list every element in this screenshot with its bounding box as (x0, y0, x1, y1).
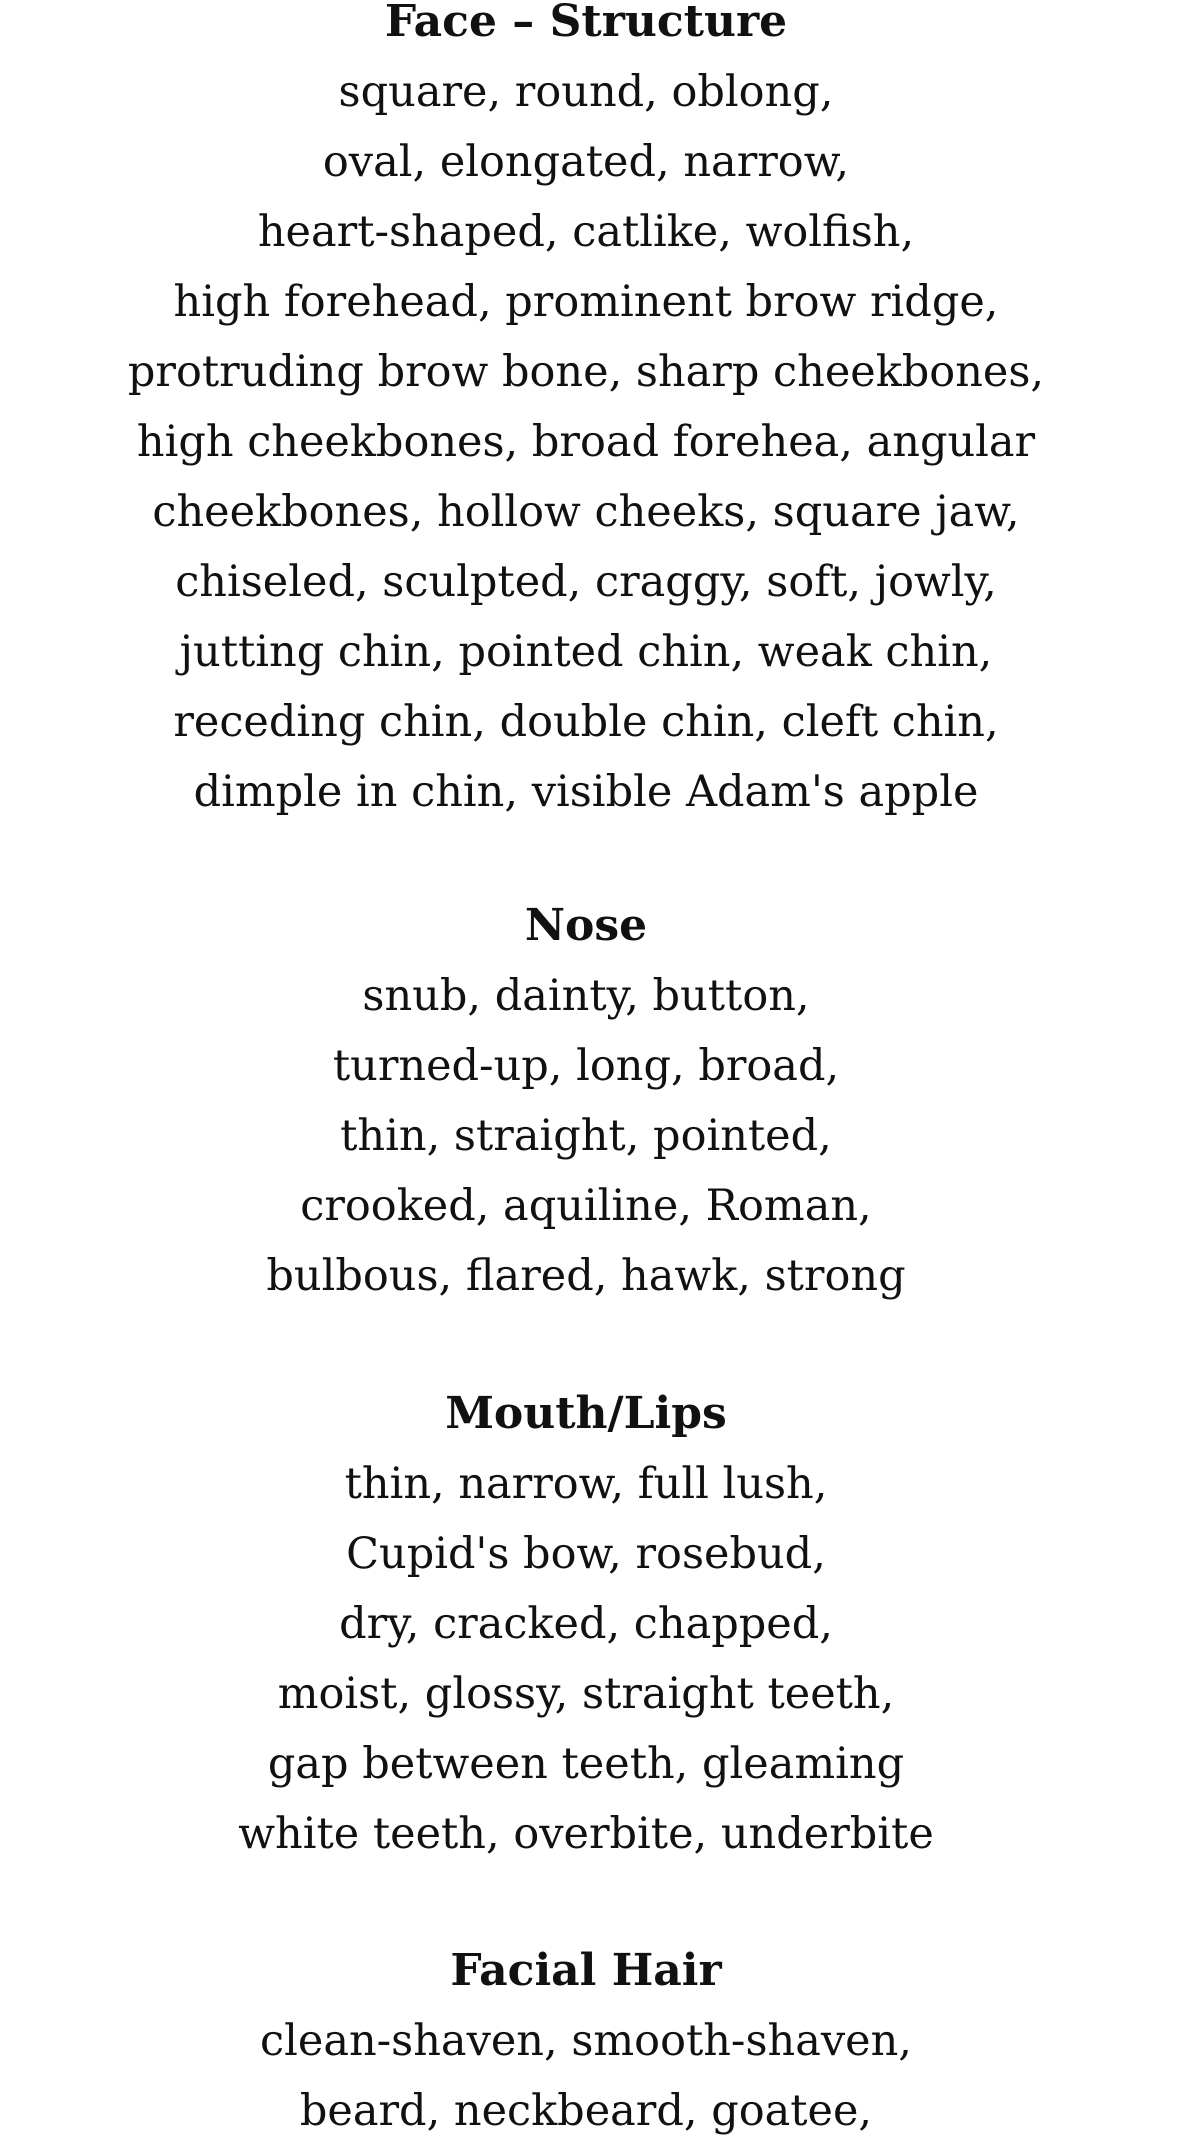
text-line: high forehead, prominent brow ridge, (173, 277, 999, 327)
text-line: cheekbones, hollow cheeks, square jaw, (152, 487, 1020, 537)
text-line: square, round, oblong, (338, 67, 834, 117)
text-line: Cupid's bow, rosebud, (346, 1529, 826, 1579)
text-line: thin, narrow, full lush, (344, 1459, 828, 1509)
text-line: dimple in chin, visible Adam's apple (193, 767, 979, 817)
text-line: oval, elongated, narrow, (322, 137, 850, 187)
section-face-structure (0, 0, 1186, 827)
text-line: jutting chin, pointed chin, weak chin, (179, 627, 993, 677)
text-line: thin, straight, pointed, (340, 1111, 832, 1161)
text-line: gap between teeth, gleaming (267, 1739, 905, 1789)
section-facial-hair (0, 1936, 1186, 2146)
text-line: heart-shaped, catlike, wolfish, (257, 207, 915, 257)
text-line: bulbous, flared, hawk, strong (266, 1251, 906, 1301)
text-line: moist, glossy, straight teeth, (277, 1669, 895, 1719)
text-line: high cheekbones, broad forehea, angular (136, 417, 1036, 467)
section-heading: Nose (524, 900, 648, 951)
text-line: clean-shaven, smooth-shaven, (260, 2016, 912, 2066)
text-line: receding chin, double chin, cleft chin, (173, 697, 999, 747)
section-heading: Mouth/Lips (445, 1388, 727, 1439)
section-heading: Facial Hair (450, 1945, 722, 1996)
text-line: turned-up, long, broad, (332, 1041, 840, 1091)
text-line: chiseled, sculpted, craggy, soft, jowly, (175, 557, 997, 607)
text-line: white teeth, overbite, underbite (238, 1809, 934, 1859)
text-line: crooked, aquiline, Roman, (300, 1181, 872, 1231)
text-line: snub, dainty, button, (362, 971, 810, 1021)
text-line: beard, neckbeard, goatee, (299, 2086, 873, 2136)
section-mouth-lips (0, 1379, 1186, 1869)
text-line: protruding brow bone, sharp cheekbones, (127, 347, 1045, 397)
text-line: dry, cracked, chapped, (339, 1599, 833, 1649)
section-heading: Face – Structure (384, 0, 788, 47)
section-nose (0, 891, 1186, 1311)
